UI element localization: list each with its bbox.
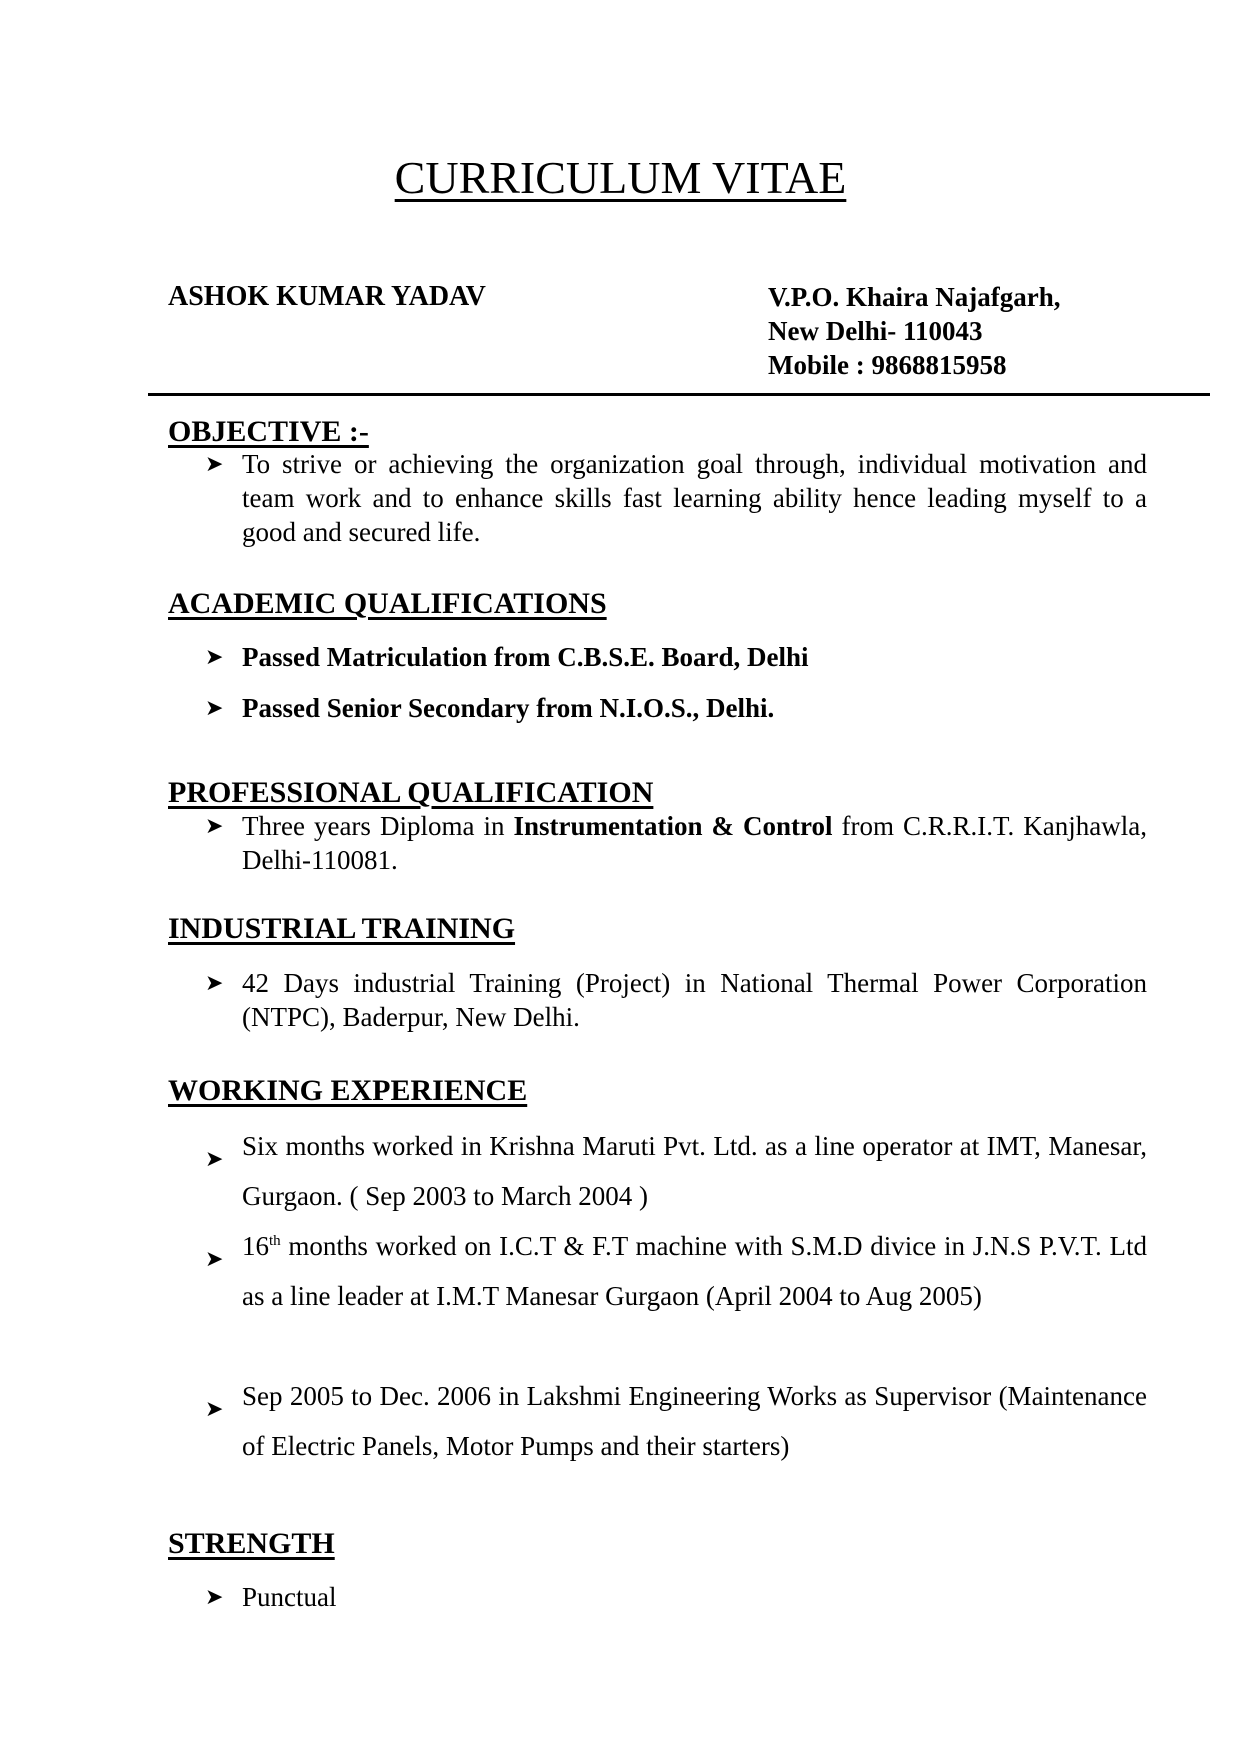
arrowhead-bullet-icon: ➤	[205, 1396, 224, 1421]
diploma-field: Instrumentation & Control	[513, 811, 833, 841]
section-heading-objective: OBJECTIVE :-	[168, 415, 369, 448]
section-heading-professional: PROFESSIONAL QUALIFICATION	[168, 776, 654, 809]
arrowhead-bullet-icon: ➤	[205, 1246, 224, 1271]
arrowhead-bullet-icon: ➤	[205, 451, 224, 476]
candidate-name: ASHOK KUMAR YADAV	[168, 281, 486, 312]
arrowhead-bullet-icon: ➤	[205, 1146, 224, 1171]
experience-item: ➤ Sep 2005 to Dec. 2006 in Lakshmi Engineering Works as Supervisor (Maintenance of Electric Panels, Motor Pumps and their starters)	[205, 1381, 1147, 1461]
academic-item: ➤ Passed Senior Secondary from N.I.O.S., Delhi.	[205, 693, 775, 723]
header-divider	[148, 393, 1210, 396]
academic-item: ➤ Passed Matriculation from C.B.S.E. Board, Delhi	[205, 642, 809, 672]
contact-address	[768, 280, 1061, 382]
strength-item: ➤ Punctual	[205, 1582, 337, 1612]
arrowhead-bullet-icon: ➤	[205, 695, 224, 720]
section-heading-experience: WORKING EXPERIENCE	[168, 1074, 528, 1107]
professional-item: ➤ Three years Diploma in Instrumentation & Control from C.R.R.I.T. Kanjhawla, Delhi-110081.	[205, 811, 1148, 875]
section-heading-training: INDUSTRIAL TRAINING	[168, 912, 516, 945]
training-item: ➤ 42 Days industrial Training (Project) in National Thermal Power Corporation (NTPC), Baderpur, New Delhi.	[205, 968, 1147, 1032]
experience-item: ➤ 16th months worked on I.C.T & F.T machine with S.M.D divice in J.N.S P.V.T. Ltd as a line leader at I.M.T Manesar Gurgaon (April 2004 to Aug 2005)	[205, 1231, 1147, 1311]
address-line-2: New Delhi- 110043	[768, 316, 983, 346]
page-title: CURRICULUM VITAE	[394, 152, 847, 203]
arrowhead-bullet-icon: ➤	[205, 813, 224, 838]
experience-item: ➤ Six months worked in Krishna Maruti Pvt. Ltd. as a line operator at IMT, Manesar, Gurgaon. ( Sep 2003 to March 2004 )	[205, 1131, 1147, 1211]
mobile-number: Mobile : 9868815958	[768, 350, 1007, 380]
arrowhead-bullet-icon: ➤	[205, 970, 224, 995]
section-heading-strength: STRENGTH	[168, 1527, 335, 1560]
address-line-1: V.P.O. Khaira Najafgarh,	[768, 282, 1061, 312]
objective-item: ➤ To strive or achieving the organization goal through, individual motivation and team work and to enhance skills fast learning ability hence leading myself to a good and secured life.	[205, 449, 1147, 547]
arrowhead-bullet-icon: ➤	[205, 1584, 224, 1609]
section-heading-academic: ACADEMIC QUALIFICATIONS	[168, 587, 607, 620]
arrowhead-bullet-icon: ➤	[205, 644, 224, 669]
